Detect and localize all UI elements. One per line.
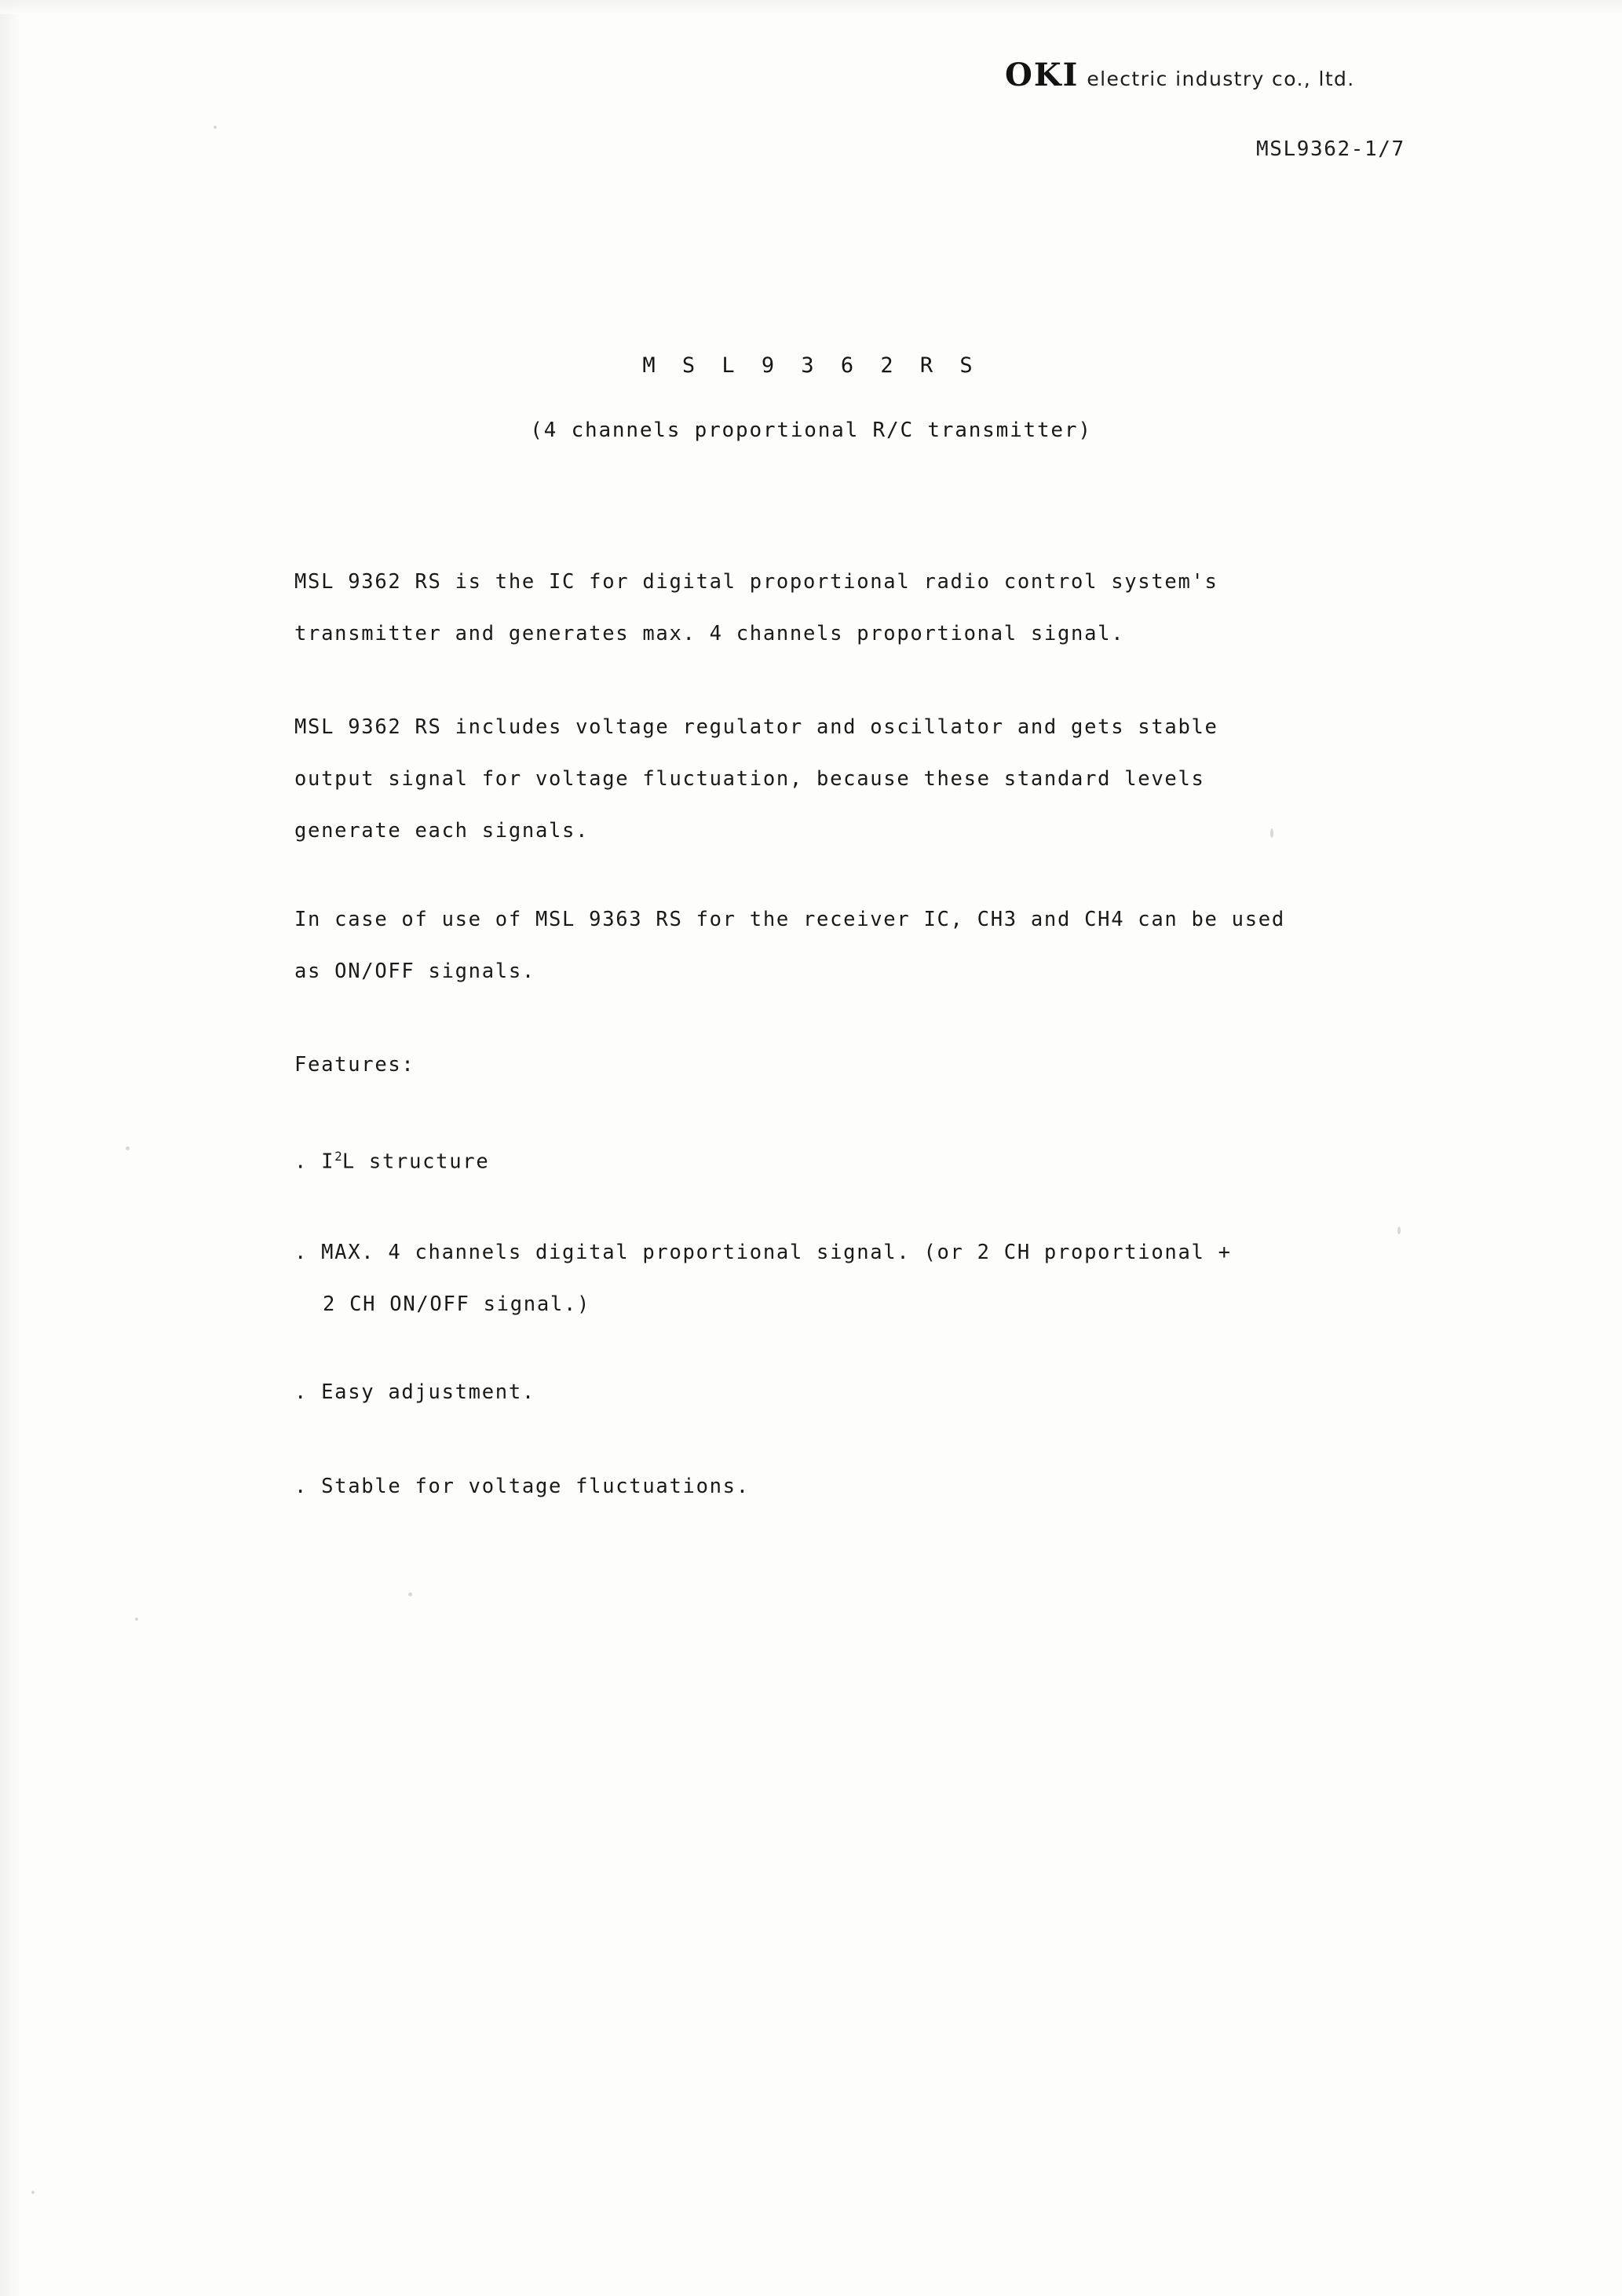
scan-edge-top xyxy=(0,0,1622,14)
brand-mark: OKI xyxy=(1005,57,1080,93)
paragraph-line: transmitter and generates max. 4 channels proportional signal. xyxy=(294,622,1125,645)
scan-speck xyxy=(214,126,217,129)
feature-bullet-prefix: . I xyxy=(294,1150,335,1174)
feature-item-3 xyxy=(294,1366,1519,1418)
paragraph-3 xyxy=(294,894,1519,997)
features-heading xyxy=(294,1039,1519,1091)
paragraph-line: as ON/OFF signals. xyxy=(294,960,535,983)
paragraph-line: MSL 9362 RS includes voltage regulator and oscillator and gets stable xyxy=(294,715,1218,739)
feature-item-4 xyxy=(294,1461,1519,1512)
feature-suffix: L structure xyxy=(342,1150,490,1174)
paragraph-2 xyxy=(294,701,1519,857)
company-logo xyxy=(1005,57,1355,93)
scan-speck xyxy=(135,1618,138,1621)
paragraph-line: output signal for voltage fluctuation, because these standard levels xyxy=(294,767,1205,791)
scan-speck xyxy=(31,2191,35,2194)
feature-text-cont xyxy=(294,1278,1519,1330)
brand-name: electric industry co., ltd. xyxy=(1087,68,1355,90)
features-label: Features: xyxy=(294,1053,415,1077)
paragraph-1 xyxy=(294,556,1519,660)
feature-text xyxy=(294,1131,1519,1188)
feature-item-1 xyxy=(294,1131,1519,1188)
feature-text-indented: 2 CH ON/OFF signal.) xyxy=(323,1292,591,1316)
feature-text: . MAX. 4 channels digital proportional signal. (or 2 CH proportional + xyxy=(294,1241,1232,1264)
page-subtitle: (4 channels proportional R/C transmitter) xyxy=(530,419,1092,442)
document-code: MSL9362-1/7 xyxy=(1256,137,1405,161)
feature-text: . Stable for voltage fluctuations. xyxy=(294,1475,750,1498)
scan-speck xyxy=(126,1146,130,1150)
scan-edge-left xyxy=(0,0,20,2296)
feature-text: . Easy adjustment. xyxy=(294,1380,535,1404)
scan-speck xyxy=(408,1592,412,1596)
paragraph-line: MSL 9362 RS is the IC for digital proportional radio control system's xyxy=(294,570,1218,594)
paragraph-line: generate each signals. xyxy=(294,819,590,843)
feature-item-2 xyxy=(294,1227,1519,1330)
feature-superscript: 2 xyxy=(334,1149,342,1164)
paragraph-line: In case of use of MSL 9363 RS for the receiver IC, CH3 and CH4 can be used xyxy=(294,908,1285,931)
page-title: M S L 9 3 6 2 R S xyxy=(642,353,980,378)
